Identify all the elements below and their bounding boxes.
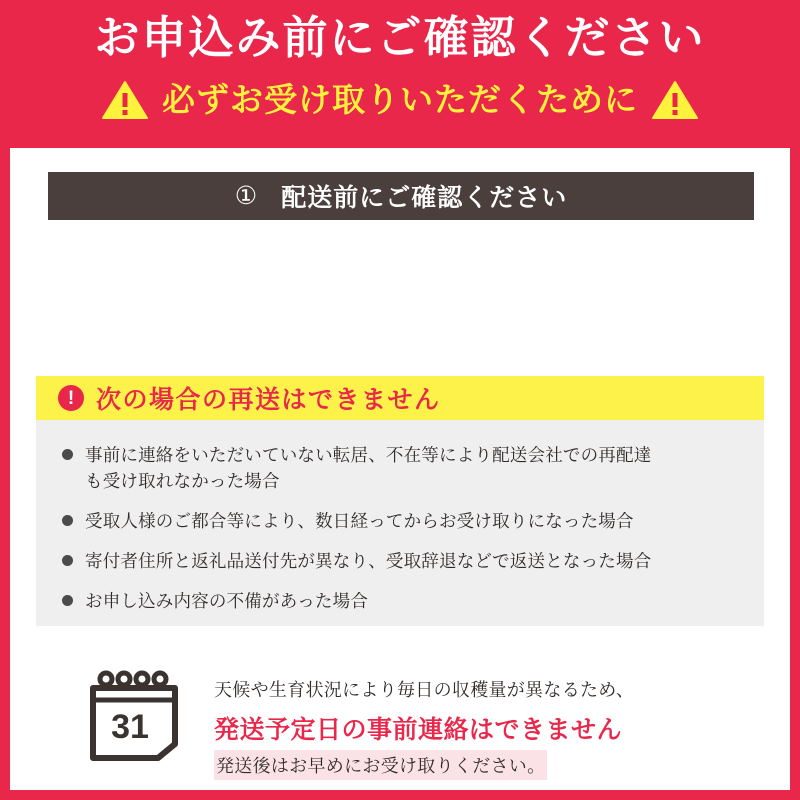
bullet-icon: [62, 595, 73, 606]
section-number: ①: [234, 181, 258, 210]
warning-triangle-icon: [652, 80, 698, 120]
schedule-line2: 発送予定日の事前連絡はできません: [214, 716, 623, 744]
list-item: [62, 508, 738, 534]
warning-triangle-icon: [102, 80, 148, 120]
content-card: [10, 148, 790, 790]
header-subtitle: 必ずお受け取りいただくために: [162, 81, 638, 118]
schedule-line1: 天候や生育状況により毎日の収穫量が異なるため、: [214, 680, 635, 700]
list-item: [62, 548, 738, 574]
schedule-line3: 発送後はお早めにお受け取りください。: [214, 750, 547, 780]
bullet-icon: [62, 515, 73, 526]
section-title: 配送前にご確認ください: [281, 184, 568, 212]
no-resend-list: [36, 420, 764, 626]
no-resend-heading-band: [36, 376, 764, 420]
exclamation-circle-icon: !: [58, 385, 84, 411]
list-item-text: 事前に連絡をいただいていない転居、不在等により配送会社での再配達 も受け取れなかった場合: [85, 445, 652, 491]
bullet-icon: [62, 555, 73, 566]
no-resend-heading: 次の場合の再送はできません: [96, 386, 441, 414]
bullet-icon: [62, 449, 73, 460]
header-title: お申込み前にご確認ください: [94, 12, 706, 63]
header-subtitle-row: [0, 78, 800, 122]
list-item: [62, 442, 738, 494]
list-item-text: 受取人様のご都合等により、数日経ってからお受け取りになった場合: [85, 511, 634, 531]
header-banner: [0, 0, 800, 148]
list-item-text: お申し込み内容の不備があった場合: [85, 591, 369, 611]
list-item: [62, 588, 738, 614]
svg-text:31: 31: [111, 708, 149, 746]
list-item-text: 寄付者住所と返礼品送付先が異なり、受取辞退などで返送となった場合: [85, 551, 652, 571]
section-1-header: [48, 172, 754, 220]
calendar-icon: [86, 670, 182, 762]
